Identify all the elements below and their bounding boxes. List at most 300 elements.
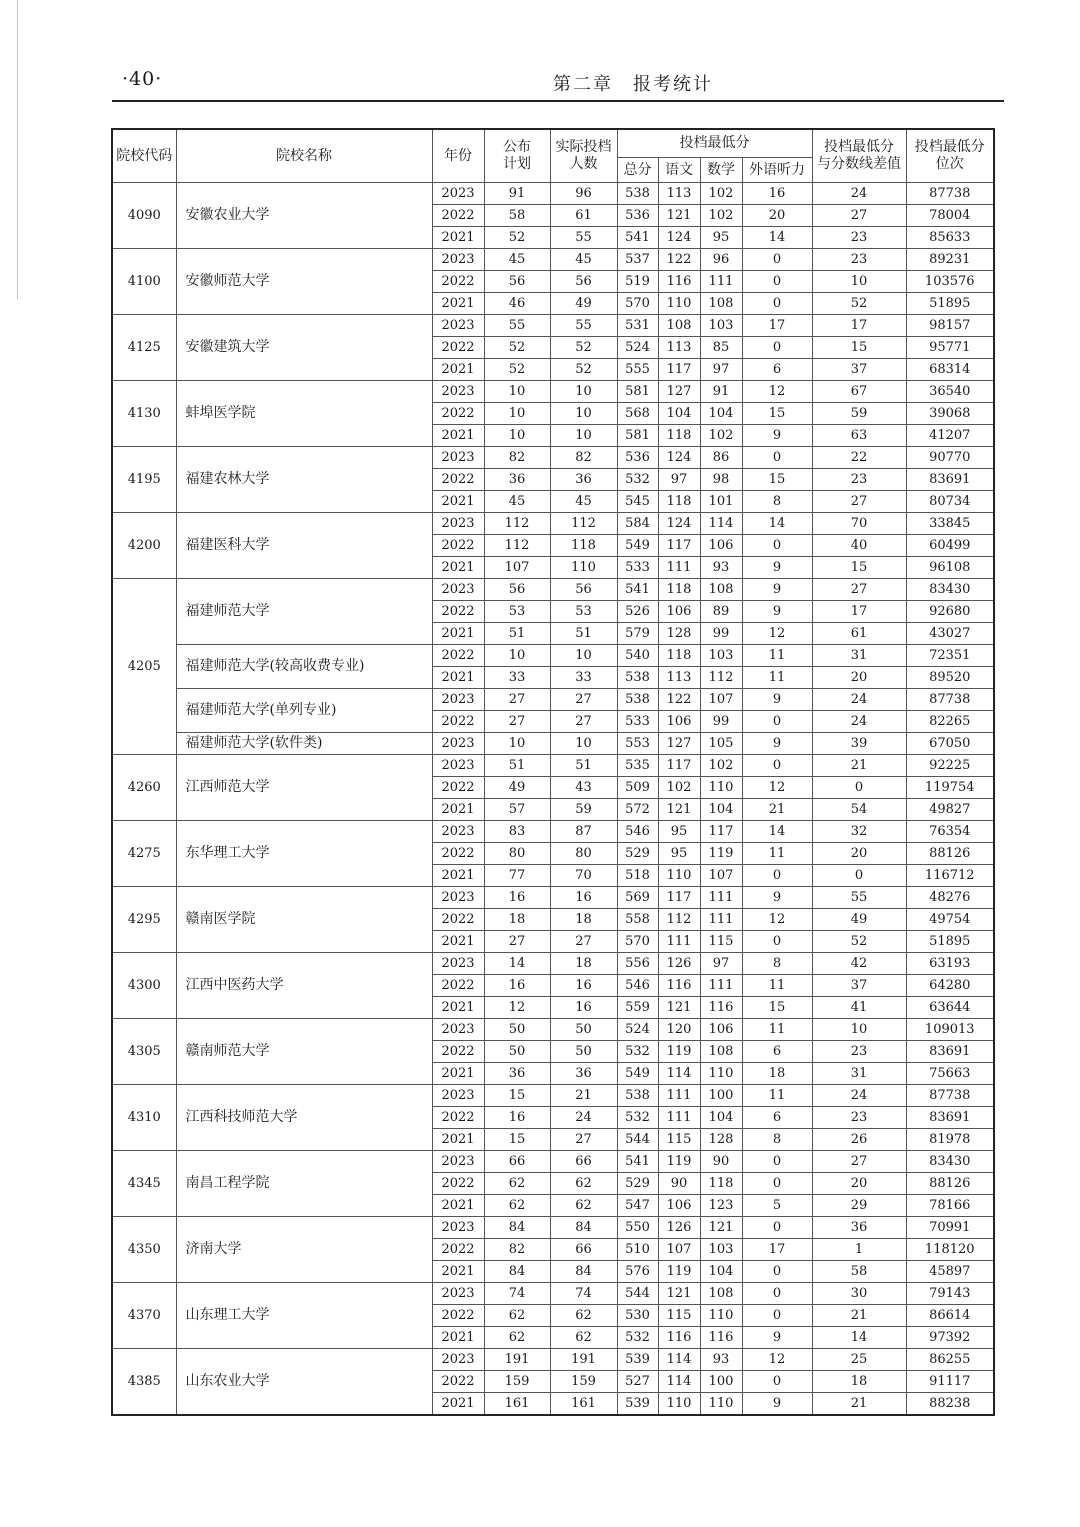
chinese-cell: 108 [658,315,700,337]
year-cell: 2021 [432,227,484,249]
actual-cell: 161 [550,1393,617,1416]
chinese-cell: 104 [658,403,700,425]
plan-cell: 16 [484,887,550,909]
plan-cell: 83 [484,821,550,843]
rank-cell: 63193 [906,953,994,975]
foreign-cell: 6 [742,359,812,381]
plan-cell: 10 [484,381,550,403]
foreign-cell: 9 [742,733,812,755]
year-cell: 2022 [432,777,484,799]
actual-cell: 43 [550,777,617,799]
total-cell: 529 [617,1173,658,1195]
rank-cell: 64280 [906,975,994,997]
col-header-math: 数学 [700,158,742,183]
foreign-cell: 17 [742,1239,812,1261]
plan-cell: 66 [484,1151,550,1173]
diff-cell: 24 [812,711,906,733]
actual-cell: 61 [550,205,617,227]
page-number: ·40· [122,68,163,90]
chinese-cell: 121 [658,997,700,1019]
school-code-cell: 4200 [112,513,176,579]
year-cell: 2023 [432,821,484,843]
actual-cell: 36 [550,469,617,491]
table-row [112,1283,994,1305]
diff-cell: 49 [812,909,906,931]
col-header-rank [906,129,994,183]
actual-cell: 27 [550,931,617,953]
chinese-cell: 111 [658,557,700,579]
actual-cell: 112 [550,513,617,535]
total-cell: 541 [617,227,658,249]
actual-cell: 33 [550,667,617,689]
diff-cell: 18 [812,1371,906,1393]
math-cell: 108 [700,1041,742,1063]
total-cell: 526 [617,601,658,623]
diff-cell: 41 [812,997,906,1019]
diff-cell: 27 [812,1151,906,1173]
table-row [112,315,994,337]
chinese-cell: 127 [658,381,700,403]
chinese-cell: 117 [658,359,700,381]
rank-cell: 72351 [906,645,994,667]
year-cell: 2021 [432,997,484,1019]
school-name-cell: 南昌工程学院 [176,1151,432,1217]
table-row [112,1217,994,1239]
admission-table-wrapper [111,128,1005,1416]
total-cell: 570 [617,293,658,315]
diff-cell: 27 [812,205,906,227]
math-cell: 111 [700,271,742,293]
foreign-cell: 12 [742,1349,812,1371]
foreign-cell: 0 [742,1173,812,1195]
school-code-cell: 4385 [112,1349,176,1416]
foreign-cell: 11 [742,843,812,865]
year-cell: 2022 [432,645,484,667]
math-cell: 91 [700,381,742,403]
plan-cell: 58 [484,205,550,227]
diff-cell: 24 [812,689,906,711]
rank-cell: 39068 [906,403,994,425]
year-cell: 2023 [432,1019,484,1041]
diff-cell: 27 [812,579,906,601]
actual-cell: 10 [550,645,617,667]
math-cell: 89 [700,601,742,623]
year-cell: 2021 [432,1261,484,1283]
year-cell: 2023 [432,249,484,271]
actual-cell: 84 [550,1261,617,1283]
rank-cell: 76354 [906,821,994,843]
rank-cell: 83430 [906,579,994,601]
admission-statistics-table [111,128,995,1416]
actual-cell: 110 [550,557,617,579]
diff-cell: 20 [812,1173,906,1195]
year-cell: 2021 [432,1195,484,1217]
actual-cell: 18 [550,909,617,931]
chinese-cell: 117 [658,887,700,909]
total-cell: 540 [617,645,658,667]
col-header-code: 院校代码 [112,129,176,183]
plan-cell: 27 [484,711,550,733]
year-cell: 2021 [432,931,484,953]
chinese-cell: 113 [658,667,700,689]
year-cell: 2022 [432,1305,484,1327]
foreign-cell: 8 [742,491,812,513]
actual-cell: 50 [550,1019,617,1041]
total-cell: 545 [617,491,658,513]
chinese-cell: 113 [658,337,700,359]
total-cell: 538 [617,1085,658,1107]
plan-cell: 52 [484,359,550,381]
diff-cell: 10 [812,1019,906,1041]
foreign-cell: 0 [742,293,812,315]
total-cell: 527 [617,1371,658,1393]
actual-cell: 70 [550,865,617,887]
chapter-title: 第二章 报考统计 [553,74,713,95]
year-cell: 2023 [432,1349,484,1371]
foreign-cell: 0 [742,337,812,359]
col-header-actual-text: 实际投档 人数 [555,139,612,172]
diff-cell: 37 [812,359,906,381]
foreign-cell: 5 [742,1195,812,1217]
total-cell: 547 [617,1195,658,1217]
year-cell: 2022 [432,205,484,227]
math-cell: 100 [700,1085,742,1107]
rank-cell: 60499 [906,535,994,557]
rank-cell: 49827 [906,799,994,821]
plan-cell: 84 [484,1217,550,1239]
actual-cell: 56 [550,271,617,293]
math-cell: 99 [700,623,742,645]
col-header-foreign: 外语听力 [742,158,812,183]
total-cell: 538 [617,183,658,205]
rank-cell: 88126 [906,1173,994,1195]
chinese-cell: 126 [658,1217,700,1239]
total-cell: 531 [617,315,658,337]
math-cell: 104 [700,799,742,821]
year-cell: 2022 [432,1107,484,1129]
plan-cell: 36 [484,1063,550,1085]
actual-cell: 45 [550,491,617,513]
year-cell: 2021 [432,425,484,447]
foreign-cell: 0 [742,1261,812,1283]
foreign-cell: 9 [742,425,812,447]
plan-cell: 159 [484,1371,550,1393]
actual-cell: 191 [550,1349,617,1371]
diff-cell: 42 [812,953,906,975]
chinese-cell: 106 [658,601,700,623]
actual-cell: 80 [550,843,617,865]
diff-cell: 1 [812,1239,906,1261]
math-cell: 107 [700,689,742,711]
rank-cell: 98157 [906,315,994,337]
plan-cell: 49 [484,777,550,799]
year-cell: 2022 [432,843,484,865]
school-name-cell: 江西中医药大学 [176,953,432,1019]
total-cell: 510 [617,1239,658,1261]
math-cell: 104 [700,1261,742,1283]
math-cell: 108 [700,293,742,315]
total-cell: 533 [617,557,658,579]
math-cell: 121 [700,1217,742,1239]
rank-cell: 41207 [906,425,994,447]
rank-cell: 88238 [906,1393,994,1416]
table-row [112,447,994,469]
school-code-cell: 4260 [112,755,176,821]
total-cell: 572 [617,799,658,821]
total-cell: 550 [617,1217,658,1239]
table-body [112,183,994,1416]
total-cell: 579 [617,623,658,645]
math-cell: 112 [700,667,742,689]
plan-cell: 52 [484,337,550,359]
actual-cell: 16 [550,975,617,997]
rank-cell: 83430 [906,1151,994,1173]
total-cell: 509 [617,777,658,799]
diff-cell: 59 [812,403,906,425]
rank-cell: 87738 [906,1085,994,1107]
actual-cell: 10 [550,403,617,425]
actual-cell: 53 [550,601,617,623]
school-code-cell: 4090 [112,183,176,249]
school-code-cell: 4195 [112,447,176,513]
plan-cell: 10 [484,403,550,425]
year-cell: 2023 [432,689,484,711]
plan-cell: 14 [484,953,550,975]
total-cell: 530 [617,1305,658,1327]
chinese-cell: 102 [658,777,700,799]
chinese-cell: 114 [658,1349,700,1371]
plan-cell: 112 [484,513,550,535]
diff-cell: 15 [812,557,906,579]
math-cell: 105 [700,733,742,755]
foreign-cell: 8 [742,953,812,975]
col-header-total: 总分 [617,158,658,183]
chinese-cell: 121 [658,1283,700,1305]
diff-cell: 17 [812,315,906,337]
school-name-cell: 江西师范大学 [176,755,432,821]
year-cell: 2022 [432,469,484,491]
total-cell: 536 [617,205,658,227]
foreign-cell: 9 [742,887,812,909]
plan-cell: 46 [484,293,550,315]
col-header-actual [550,129,617,183]
plan-cell: 50 [484,1019,550,1041]
rank-cell: 82265 [906,711,994,733]
rank-cell: 81978 [906,1129,994,1151]
math-cell: 106 [700,535,742,557]
math-cell: 93 [700,557,742,579]
school-code-cell: 4345 [112,1151,176,1217]
chinese-cell: 122 [658,689,700,711]
plan-cell: 10 [484,425,550,447]
plan-cell: 107 [484,557,550,579]
foreign-cell: 9 [742,1327,812,1349]
chinese-cell: 118 [658,425,700,447]
table-row [112,249,994,271]
rank-cell: 75663 [906,1063,994,1085]
actual-cell: 50 [550,1041,617,1063]
chinese-cell: 119 [658,1151,700,1173]
math-cell: 114 [700,513,742,535]
school-name-cell: 福建师范大学(较高收费专业) [176,645,432,689]
col-header-plan-text: 公布 计划 [503,139,531,172]
math-cell: 108 [700,579,742,601]
chinese-cell: 110 [658,1393,700,1416]
math-cell: 110 [700,777,742,799]
plan-cell: 62 [484,1305,550,1327]
chinese-cell: 114 [658,1371,700,1393]
plan-cell: 82 [484,1239,550,1261]
plan-cell: 51 [484,755,550,777]
math-cell: 118 [700,1173,742,1195]
actual-cell: 45 [550,249,617,271]
math-cell: 104 [700,403,742,425]
rank-cell: 97392 [906,1327,994,1349]
foreign-cell: 0 [742,1283,812,1305]
plan-cell: 74 [484,1283,550,1305]
year-cell: 2021 [432,1393,484,1416]
year-cell: 2022 [432,1239,484,1261]
school-name-cell: 赣南医学院 [176,887,432,953]
table-header [112,129,994,183]
plan-cell: 52 [484,227,550,249]
chinese-cell: 113 [658,183,700,205]
diff-cell: 27 [812,491,906,513]
school-name-cell: 安徽建筑大学 [176,315,432,381]
table-row [112,887,994,909]
actual-cell: 16 [550,887,617,909]
actual-cell: 36 [550,1063,617,1085]
plan-cell: 36 [484,469,550,491]
rank-cell: 36540 [906,381,994,403]
year-cell: 2022 [432,271,484,293]
total-cell: 556 [617,953,658,975]
year-cell: 2023 [432,1085,484,1107]
school-name-cell: 蚌埠医学院 [176,381,432,447]
table-row [112,689,994,711]
math-cell: 111 [700,909,742,931]
total-cell: 532 [617,1041,658,1063]
actual-cell: 27 [550,1129,617,1151]
chinese-cell: 118 [658,645,700,667]
foreign-cell: 14 [742,513,812,535]
table-row [112,821,994,843]
total-cell: 536 [617,447,658,469]
rank-cell: 109013 [906,1019,994,1041]
rank-cell: 95771 [906,337,994,359]
year-cell: 2023 [432,447,484,469]
actual-cell: 159 [550,1371,617,1393]
diff-cell: 61 [812,623,906,645]
math-cell: 117 [700,821,742,843]
math-cell: 111 [700,887,742,909]
foreign-cell: 0 [742,1217,812,1239]
math-cell: 86 [700,447,742,469]
year-cell: 2023 [432,887,484,909]
rank-cell: 85633 [906,227,994,249]
foreign-cell: 0 [742,249,812,271]
foreign-cell: 11 [742,1019,812,1041]
school-name-cell: 赣南师范大学 [176,1019,432,1085]
chinese-cell: 121 [658,205,700,227]
rank-cell: 83691 [906,1107,994,1129]
year-cell: 2022 [432,601,484,623]
total-cell: 539 [617,1349,658,1371]
col-header-diff [812,129,906,183]
plan-cell: 18 [484,909,550,931]
chinese-cell: 119 [658,1041,700,1063]
table-row [112,755,994,777]
rank-cell: 48276 [906,887,994,909]
year-cell: 2023 [432,1283,484,1305]
col-header-diff-text: 投档最低分 与分数线差值 [817,139,901,172]
foreign-cell: 12 [742,909,812,931]
foreign-cell: 11 [742,975,812,997]
chinese-cell: 111 [658,931,700,953]
chinese-cell: 128 [658,623,700,645]
rank-cell: 51895 [906,293,994,315]
chinese-cell: 106 [658,711,700,733]
year-cell: 2022 [432,337,484,359]
col-header-plan [484,129,550,183]
plan-cell: 57 [484,799,550,821]
table-row [112,1151,994,1173]
foreign-cell: 9 [742,557,812,579]
foreign-cell: 0 [742,1151,812,1173]
total-cell: 549 [617,535,658,557]
total-cell: 576 [617,1261,658,1283]
foreign-cell: 0 [742,755,812,777]
total-cell: 553 [617,733,658,755]
diff-cell: 58 [812,1261,906,1283]
math-cell: 102 [700,755,742,777]
rank-cell: 68314 [906,359,994,381]
total-cell: 518 [617,865,658,887]
total-cell: 538 [617,667,658,689]
diff-cell: 31 [812,645,906,667]
school-name-cell: 福建农林大学 [176,447,432,513]
chinese-cell: 116 [658,975,700,997]
foreign-cell: 11 [742,667,812,689]
diff-cell: 29 [812,1195,906,1217]
rank-cell: 79143 [906,1283,994,1305]
foreign-cell: 15 [742,403,812,425]
plan-cell: 56 [484,579,550,601]
foreign-cell: 15 [742,469,812,491]
chinese-cell: 90 [658,1173,700,1195]
rank-cell: 119754 [906,777,994,799]
actual-cell: 10 [550,733,617,755]
table-row [112,1349,994,1371]
plan-cell: 91 [484,183,550,205]
math-cell: 93 [700,1349,742,1371]
total-cell: 532 [617,1327,658,1349]
foreign-cell: 21 [742,799,812,821]
actual-cell: 96 [550,183,617,205]
rank-cell: 45897 [906,1261,994,1283]
year-cell: 2021 [432,623,484,645]
foreign-cell: 18 [742,1063,812,1085]
math-cell: 102 [700,425,742,447]
plan-cell: 62 [484,1195,550,1217]
year-cell: 2023 [432,1217,484,1239]
total-cell: 546 [617,821,658,843]
diff-cell: 63 [812,425,906,447]
year-cell: 2023 [432,381,484,403]
diff-cell: 20 [812,667,906,689]
chinese-cell: 117 [658,755,700,777]
actual-cell: 52 [550,337,617,359]
